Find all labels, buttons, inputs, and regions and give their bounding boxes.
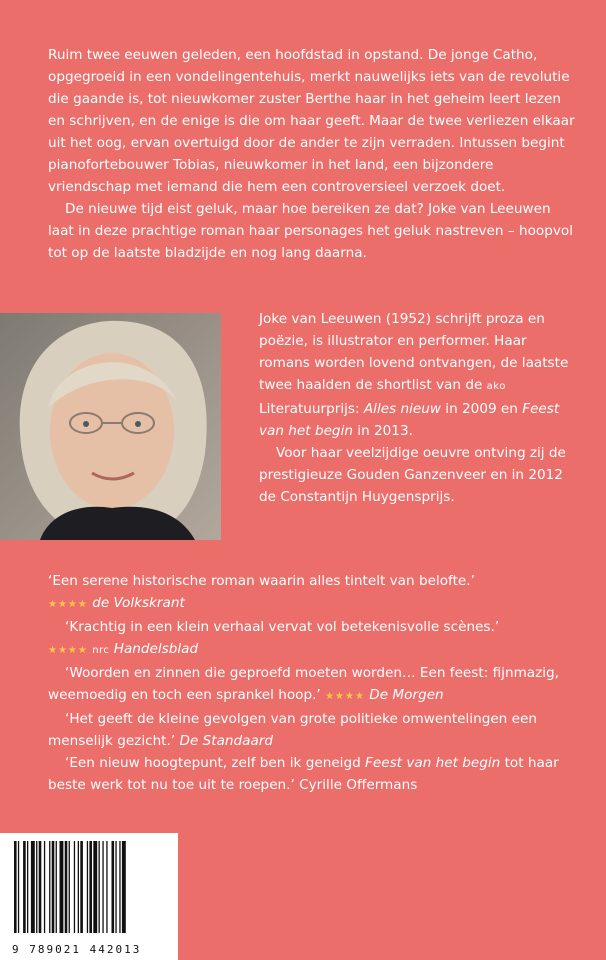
blurb-paragraph-2: De nieuwe tijd eist geluk, maar hoe bereiken ze dat? Joke van Leeuwen laat in deze prachtige roman haar personages het geluk nastreven – hoopvol tot op de laatste bladzijde en nog lang daarna.	[48, 201, 573, 261]
barcode-bar	[87, 841, 88, 933]
quote-book-title: Feest van het begin	[365, 755, 501, 771]
barcode-bar	[80, 841, 83, 933]
review-quotes	[48, 570, 578, 796]
barcode-bar	[65, 841, 68, 933]
barcode-bar	[31, 841, 35, 933]
barcode-bar	[122, 841, 126, 933]
star-rating: ★★★★	[325, 691, 365, 702]
barcode-bar	[60, 841, 64, 933]
barcode-bar	[56, 841, 57, 933]
bio-paragraph-2: Voor haar veelzijdige oeuvre ontving zij de prestigieuze Gouden Ganzenveer en in 2012 de Constantijn Huygensprijs.	[259, 445, 566, 505]
quote-source: De Morgen	[369, 687, 444, 703]
barcode-bars	[0, 833, 178, 943]
bio-text: Joke van Leeuwen (1952) schrijft proza en poëzie, is illustrator en performer. Haar romans worden lovend ontvangen, de laatste twee haalden de shortlist van de	[259, 311, 569, 393]
barcode-bar	[93, 841, 97, 933]
bio-book-title: Alles nieuw	[363, 401, 441, 417]
star-rating: ★★★★	[48, 645, 88, 656]
bio-prize-abbrev: ako	[486, 381, 506, 392]
bio-text: in 2009 en	[440, 401, 523, 417]
barcode-bar	[115, 841, 116, 933]
barcode-bar	[14, 841, 17, 933]
quote-source: Handelsblad	[113, 641, 199, 657]
barcode-bar	[99, 841, 100, 933]
barcode-bar	[69, 841, 70, 933]
barcode-bar	[23, 841, 26, 933]
review-quote	[48, 616, 578, 662]
star-rating: ★★★★	[48, 599, 88, 610]
quote-text: tot haar beste werk tot nu toe uit te roepen.’	[48, 755, 559, 793]
quote-text: ‘Krachtig in een klein verhaal vervat vol betekenisvolle scènes.’	[65, 619, 500, 635]
barcode-bar	[89, 841, 92, 933]
barcode-bar	[36, 841, 37, 933]
barcode-bar	[78, 841, 79, 933]
review-quote	[48, 662, 578, 708]
barcode-bar	[74, 841, 75, 933]
barcode-bar	[49, 841, 50, 933]
barcode-bar	[44, 841, 45, 933]
quote-source-abbrev: nrc	[92, 645, 110, 656]
blurb-paragraph-1: Ruim twee eeuwen geleden, een hoofdstad in opstand. De jonge Catho, opgegroeid in een vondelingentehuis, merkt nauwelijks iets van de revolutie die gaande is, tot nieuwkomer zuster Berthe haar in het geheim leert lezen en schrijven, en de enige is die om haar geeft. Maar de twee verliezen elkaar uit het oog, ervan overtuigd door de ander te zijn verraden. Intussen begint pianofortebouwer Tobias, nieuwkomer in het land, een bijzondere vriendschap met iemand die hem een controversieel verzoek doet.	[48, 47, 575, 195]
review-quote	[48, 752, 578, 796]
bio-book-title: Feest van het begin	[259, 401, 560, 439]
barcode-number: 9 789021 442013	[12, 943, 142, 956]
bio-paragraph-1	[259, 308, 579, 442]
blurb	[48, 44, 578, 264]
quote-source: De Standaard	[179, 733, 274, 749]
barcode-bar	[39, 841, 42, 933]
quote-text: ‘Een nieuw hoogtepunt, zelf ben ik geneigd	[65, 755, 366, 771]
author-bio	[259, 308, 579, 508]
review-quote	[48, 570, 578, 616]
barcode-bar	[102, 841, 103, 933]
quote-source: de Volkskrant	[92, 595, 185, 611]
quote-text: ‘Woorden en zinnen die geproefd moeten worden… Een feest: fijnmazig, weemoedig en toch een sprankel hoop.’	[48, 665, 560, 703]
bio-text: in 2013.	[352, 423, 413, 439]
author-portrait-image	[0, 313, 221, 540]
quote-text: ‘Het geeft de kleine gevolgen van grote politieke omwentelingen een menselijk gezicht.’	[48, 711, 537, 749]
barcode-bar	[106, 841, 107, 933]
barcode-bar	[18, 841, 19, 933]
barcode-bar	[119, 841, 120, 933]
isbn-barcode	[0, 833, 178, 960]
review-quote	[48, 708, 578, 752]
bio-text: Literatuurprijs:	[259, 401, 364, 417]
quote-text: ‘Een serene historische roman waarin alles tintelt van belofte.’	[48, 573, 475, 589]
quote-source: Cyrille Offermans	[299, 777, 418, 793]
barcode-bar	[27, 841, 28, 933]
barcode-bar	[52, 841, 55, 933]
author-photo	[0, 313, 221, 540]
barcode-bar	[112, 841, 115, 933]
